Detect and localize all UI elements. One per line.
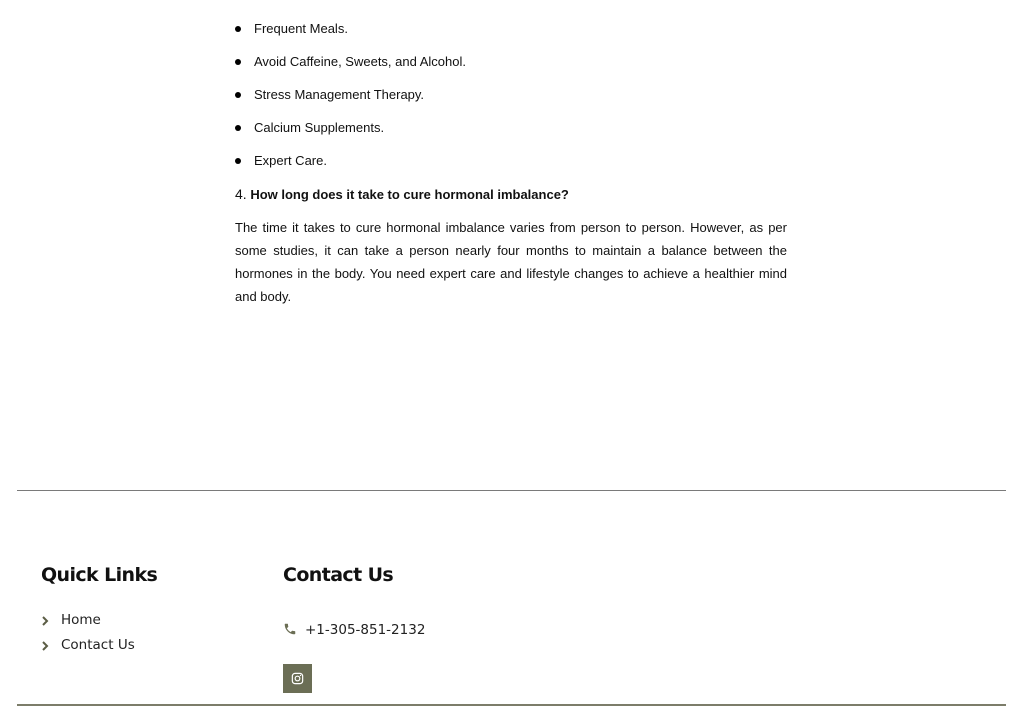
faq-question (235, 183, 787, 216)
quick-link-home[interactable] (41, 608, 241, 633)
quick-links-section (41, 560, 158, 653)
bullet-icon (235, 92, 241, 98)
list-item (235, 150, 787, 183)
list-item (235, 117, 787, 150)
bullet-icon (235, 125, 241, 131)
quick-link-label: Home (61, 612, 101, 628)
quick-links-list (41, 608, 241, 658)
instagram-icon (291, 672, 304, 685)
contact-title: Contact Us (283, 564, 394, 586)
bullet-icon (235, 158, 241, 164)
list-item (235, 18, 787, 51)
contact-section (283, 560, 426, 638)
quick-links-title: Quick Links (41, 564, 158, 586)
quick-link-contact-us[interactable] (41, 633, 241, 658)
list-item-text: Calcium Supplements. (254, 120, 385, 135)
question-number: 4. (235, 186, 247, 202)
tips-list (235, 18, 787, 183)
footer-top-divider (17, 490, 1006, 491)
faq-content (235, 18, 787, 308)
faq-answer: The time it takes to cure hormonal imbalance varies from person to person. However, as per some studies, it can take a person nearly four months to maintain a balance between the hormones in the body. You need expert care and lifestyle changes to achieve a healthier mind and body. (235, 220, 787, 304)
list-item (235, 84, 787, 117)
question-text: How long does it take to cure hormonal imbalance? (250, 187, 569, 202)
phone-icon (283, 622, 297, 636)
list-item-text: Avoid Caffeine, Sweets, and Alcohol. (254, 54, 466, 69)
list-item (235, 51, 787, 84)
instagram-button[interactable] (283, 664, 312, 693)
list-item-text: Expert Care. (254, 153, 327, 168)
phone-link[interactable] (283, 620, 483, 640)
bullet-icon (235, 59, 241, 65)
chevron-right-icon (41, 633, 51, 658)
quick-link-label: Contact Us (61, 637, 135, 653)
footer-bottom-divider (17, 704, 1006, 706)
list-item-text: Stress Management Therapy. (254, 87, 425, 102)
chevron-right-icon (41, 608, 51, 633)
bullet-icon (235, 26, 241, 32)
phone-number: +1-305-851-2132 (305, 622, 426, 638)
list-item-text: Frequent Meals. (254, 21, 348, 36)
